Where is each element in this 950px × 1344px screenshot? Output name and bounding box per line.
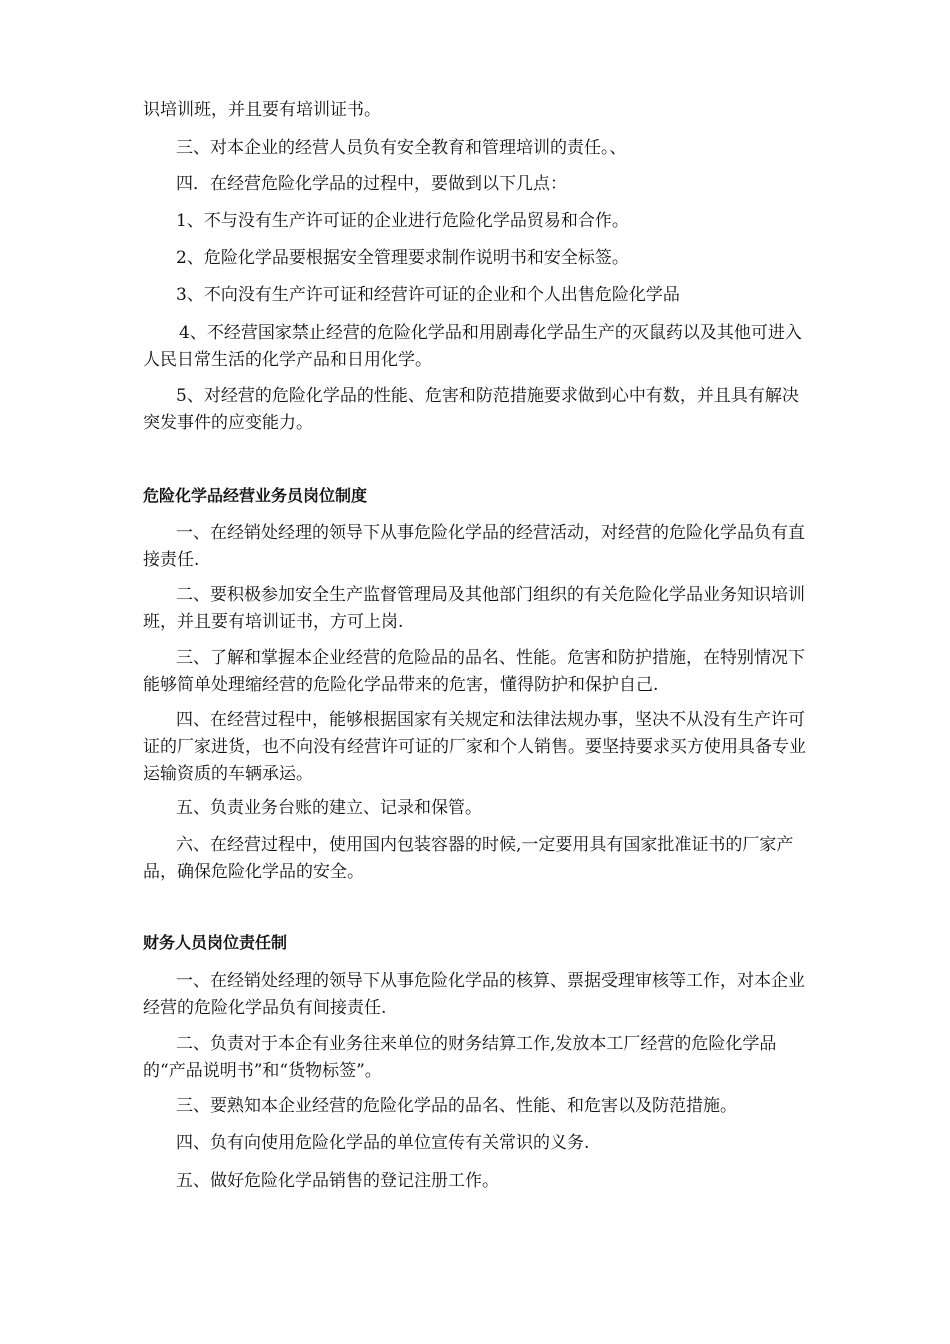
paragraph: 三、了解和掌握本企业经营的危险品的品名、性能。危害和防护措施，在特别情况下能够简单处理缩经营的危险化学品带来的危害，懂得防护和保护自己. xyxy=(143,648,805,695)
paragraph: 识培训班，并且要有培训证书。 xyxy=(143,100,381,120)
paragraph: 六、在经营过程中，使用国内包装容器的时候,一定要用具有国家批准证书的厂家产品，确保危险化学品的安全。 xyxy=(143,835,794,882)
list-item: 5、对经营的危险化学品的性能、危害和防范措施要求做到心中有数，并且具有解决突发事件的应变能力。 xyxy=(143,386,799,433)
paragraph: 四．在经营危险化学品的过程中，要做到以下几点： xyxy=(176,174,567,194)
paragraph: 三、对本企业的经营人员负有安全教育和管理培训的责任。、 xyxy=(176,138,627,158)
paragraph: 一、在经销处经理的领导下从事危险化学品的核算、票据受理审核等工作，对本企业经营的危险化学品负有间接责任. xyxy=(143,971,805,1018)
section-title: 财务人员岗位责任制 xyxy=(143,933,288,952)
paragraph: 四、在经营过程中，能够根据国家有关规定和法律法规办事，坚决不从没有生产许可证的厂家进货，也不向没有经营许可证的厂家和个人销售。要坚持要求买方使用具备专业运输资质的车辆承运。 xyxy=(143,710,806,784)
list-item: 2、危险化学品要根据安全管理要求制作说明书和安全标签。 xyxy=(176,248,629,268)
list-item: 4、不经营国家禁止经营的危险化学品和用剧毒化学品生产的灭鼠药以及其他可进入人民日常生活的化学产品和日用化学。 xyxy=(143,323,802,370)
paragraph: 二、要积极参加安全生产监督管理局及其他部门组织的有关危险化学品业务知识培训班，并且要有培训证书，方可上岗. xyxy=(143,585,805,632)
paragraph: 一、在经销处经理的领导下从事危险化学品的经营活动，对经营的危险化学品负有直接责任. xyxy=(143,523,805,570)
paragraph: 二、负责对于本企有业务往来单位的财务结算工作,发放本工厂经营的危险化学品的“产品说明书”和“货物标签”。 xyxy=(143,1034,777,1081)
list-item: 1、不与没有生产许可证的企业进行危险化学品贸易和合作。 xyxy=(176,211,629,231)
paragraph: 五、做好危险化学品销售的登记注册工作。 xyxy=(176,1171,499,1191)
paragraph: 四、负有向使用危险化学品的单位宣传有关常识的义务. xyxy=(176,1133,590,1153)
paragraph: 五、负责业务台账的建立、记录和保管。 xyxy=(176,798,482,818)
paragraph: 三、要熟知本企业经营的危险化学品的品名、性能、和危害以及防范措施。 xyxy=(176,1096,737,1116)
section-title: 危险化学品经营业务员岗位制度 xyxy=(143,486,368,505)
list-item: 3、不向没有生产许可证和经营许可证的企业和个人出售危险化学品 xyxy=(176,285,680,305)
